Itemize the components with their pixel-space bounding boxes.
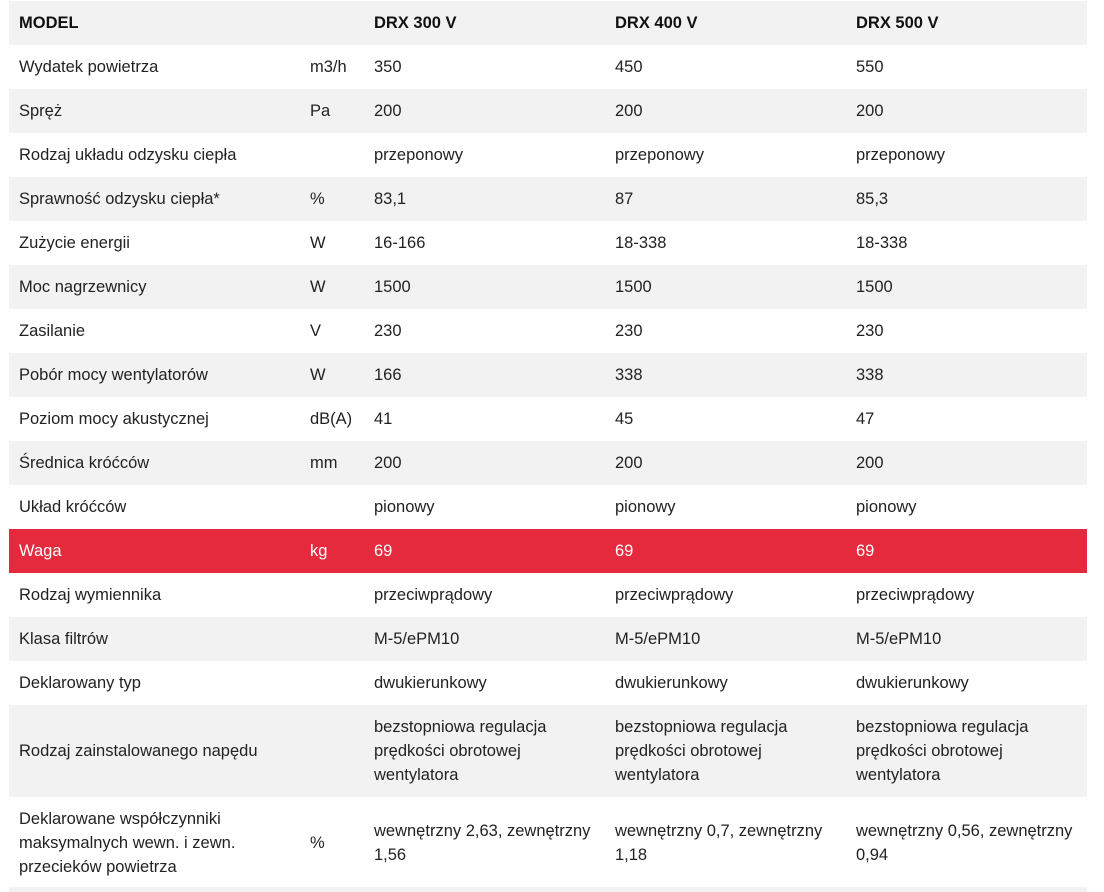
row-unit: Pa <box>310 102 331 120</box>
row-label: Deklarowany typ <box>19 674 141 692</box>
row-unit: V <box>310 322 322 340</box>
row-value-drx-500-v: 230 <box>856 322 884 340</box>
row-value-drx-500-v: pionowy <box>856 498 917 516</box>
row-value-drx-500-v: 200 <box>856 102 884 120</box>
row-value-drx-400-v: 200 <box>615 454 643 472</box>
row-label: Deklarowane współczynniki maksymalnych wewn. i zewn. przecieków powietrza <box>19 810 236 876</box>
table-row <box>9 485 1087 529</box>
table-bottom-border <box>9 887 1087 892</box>
row-value-drx-400-v: przeponowy <box>615 146 704 164</box>
table-row <box>9 573 1087 617</box>
row-value-drx-500-v: 338 <box>856 366 884 384</box>
row-value-drx-400-v: 450 <box>615 58 643 76</box>
table-row <box>9 705 1087 797</box>
row-value-drx-500-v: przeciwprądowy <box>856 586 975 604</box>
table-row <box>9 45 1087 89</box>
row-label: Rodzaj wymiennika <box>19 586 162 604</box>
row-unit: % <box>310 834 325 852</box>
row-value-drx-500-v: przeponowy <box>856 146 945 164</box>
specification-table <box>9 1 1087 889</box>
row-value-drx-300-v: 200 <box>374 454 402 472</box>
row-label: Pobór mocy wentylatorów <box>19 366 208 384</box>
row-value-drx-400-v: 1500 <box>615 278 652 296</box>
header-row <box>9 1 1087 45</box>
table-row <box>9 397 1087 441</box>
row-value-drx-300-v: 16-166 <box>374 234 426 252</box>
row-value-drx-300-v: wewnętrzny 2,63, zewnętrzny 1,56 <box>374 822 591 864</box>
row-label: Poziom mocy akustycznej <box>19 410 209 428</box>
table-row <box>9 89 1087 133</box>
row-unit <box>300 705 364 797</box>
row-value-drx-400-v: pionowy <box>615 498 676 516</box>
row-label: Zużycie energii <box>19 234 130 252</box>
row-label: Rodzaj zainstalowanego napędu <box>19 742 258 760</box>
row-value-drx-400-v: 230 <box>615 322 643 340</box>
row-value-drx-400-v: dwukierunkowy <box>615 674 728 692</box>
row-label: Waga <box>19 542 62 560</box>
row-value-drx-400-v: 200 <box>615 102 643 120</box>
row-value-drx-400-v: 18-338 <box>615 234 667 252</box>
row-unit: W <box>310 278 326 296</box>
row-value-drx-300-v: 200 <box>374 102 402 120</box>
row-label: Wydatek powietrza <box>19 58 159 76</box>
row-value-drx-400-v: 45 <box>615 410 634 428</box>
table-row <box>9 221 1087 265</box>
row-value-drx-300-v: 41 <box>374 410 393 428</box>
row-value-drx-400-v: 69 <box>615 542 634 560</box>
row-value-drx-300-v: 230 <box>374 322 402 340</box>
row-label: Układ króćców <box>19 498 127 516</box>
row-value-drx-500-v: wewnętrzny 0,56, zewnętrzny 0,94 <box>856 822 1073 864</box>
row-value-drx-500-v: 47 <box>856 410 875 428</box>
row-unit: % <box>310 190 325 208</box>
row-value-drx-300-v: bezstopniowa regulacja prędkości obrotowej wentylatora <box>374 718 547 784</box>
row-label: Rodzaj układu odzysku ciepła <box>19 146 237 164</box>
row-value-drx-300-v: 166 <box>374 366 402 384</box>
row-value-drx-500-v: bezstopniowa regulacja prędkości obrotowej wentylatora <box>856 718 1029 784</box>
row-unit <box>300 661 364 705</box>
header-unit <box>300 1 364 45</box>
row-value-drx-300-v: przeponowy <box>374 146 463 164</box>
row-value-drx-400-v: bezstopniowa regulacja prędkości obrotowej wentylatora <box>615 718 788 784</box>
row-label: Spręż <box>19 102 63 120</box>
row-value-drx-300-v: 83,1 <box>374 190 407 208</box>
row-value-drx-300-v: 350 <box>374 58 402 76</box>
row-value-drx-500-v: 18-338 <box>856 234 908 252</box>
row-label: Moc nagrzewnicy <box>19 278 147 296</box>
header-drx-400-v: DRX 400 V <box>615 14 698 32</box>
table-row <box>9 133 1087 177</box>
table-row <box>9 617 1087 661</box>
header-drx-300-v: DRX 300 V <box>374 14 457 32</box>
row-unit <box>300 573 364 617</box>
row-value-drx-500-v: 69 <box>856 542 875 560</box>
row-value-drx-500-v: M-5/ePM10 <box>856 630 942 648</box>
row-unit <box>300 133 364 177</box>
row-value-drx-300-v: dwukierunkowy <box>374 674 487 692</box>
table-row <box>9 265 1087 309</box>
row-unit: dB(A) <box>310 410 353 428</box>
table-row <box>9 797 1087 889</box>
row-value-drx-500-v: 550 <box>856 58 884 76</box>
row-unit: W <box>310 366 326 384</box>
table-row <box>9 353 1087 397</box>
table-row <box>9 441 1087 485</box>
table-row <box>9 661 1087 705</box>
row-unit: kg <box>310 542 328 560</box>
table-row-highlighted <box>9 529 1087 573</box>
row-unit: m3/h <box>310 58 347 76</box>
row-label: Średnica króćców <box>19 454 150 472</box>
header-drx-500-v: DRX 500 V <box>856 14 939 32</box>
row-value-drx-300-v: 1500 <box>374 278 411 296</box>
row-value-drx-500-v: 200 <box>856 454 884 472</box>
row-value-drx-400-v: M-5/ePM10 <box>615 630 701 648</box>
row-value-drx-300-v: M-5/ePM10 <box>374 630 460 648</box>
row-label: Klasa filtrów <box>19 630 108 648</box>
row-value-drx-400-v: wewnętrzny 0,7, zewnętrzny 1,18 <box>615 822 823 864</box>
row-value-drx-500-v: 1500 <box>856 278 893 296</box>
row-unit: W <box>310 234 326 252</box>
row-unit: mm <box>310 454 338 472</box>
row-value-drx-400-v: 338 <box>615 366 643 384</box>
row-value-drx-300-v: 69 <box>374 542 393 560</box>
row-value-drx-400-v: przeciwprądowy <box>615 586 734 604</box>
row-label: Zasilanie <box>19 322 86 340</box>
row-label: Sprawność odzysku ciepła* <box>19 190 220 208</box>
table-row <box>9 309 1087 353</box>
row-unit <box>300 485 364 529</box>
row-value-drx-300-v: pionowy <box>374 498 435 516</box>
row-value-drx-400-v: 87 <box>615 190 634 208</box>
header-model: MODEL <box>19 14 79 32</box>
row-value-drx-300-v: przeciwprądowy <box>374 586 493 604</box>
row-value-drx-500-v: dwukierunkowy <box>856 674 969 692</box>
row-unit <box>300 617 364 661</box>
table-row <box>9 177 1087 221</box>
row-value-drx-500-v: 85,3 <box>856 190 889 208</box>
